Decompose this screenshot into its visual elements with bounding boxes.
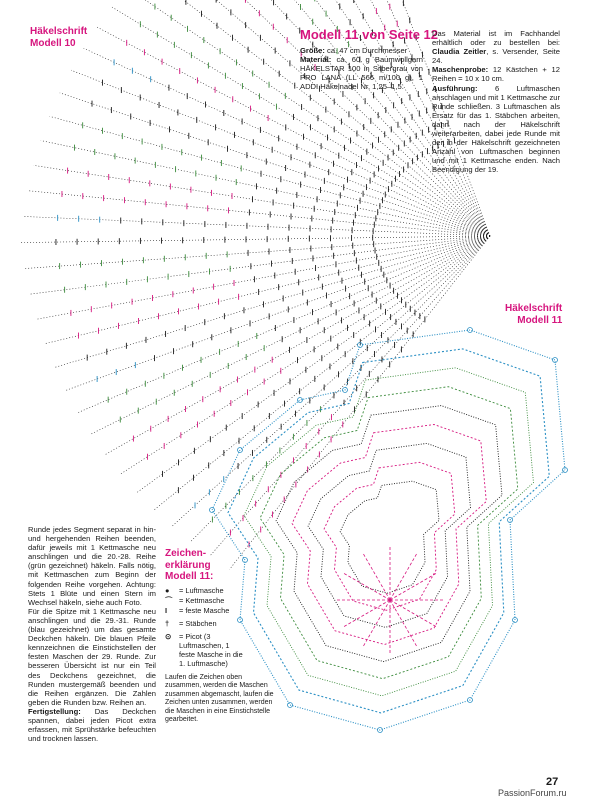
fan-chain-line [50,116,490,236]
probe-label: Maschenprobe: [432,65,489,75]
fan-chain-line [209,236,490,557]
doily-picot-mark [238,448,243,453]
doily-center-spoke [390,600,438,628]
doily-row-outline [340,481,439,593]
doily-row-outline [292,425,486,645]
doily-picot-mark [513,618,518,623]
doily-picot-mark [288,703,293,708]
fan-chain-line [171,236,490,527]
doily-row-outline [228,349,549,713]
doily-center-spoke [363,600,391,648]
chain-symbol-icon: ● [165,585,170,595]
haekelschrift-modell-11-doily [210,328,568,733]
fan-chain-line [120,236,490,475]
doily-picot-mark [210,508,215,513]
fan-chain-line [153,236,490,511]
groesse-label: Größe: [300,46,325,55]
left-paragraph-2: Für die Spitze mit 1 Kettmasche neu anschlingen und die 29.-31. Runde (blau gezeichnet) um das gesamte Deckchen häkeln. Die blauen Pfeile kennzeichnen die Einstichstellen der festen Maschen der 29. Runde. Zur besseren Übersicht ist nur ein Teil des Deckchens gezeichnet, die Runden mustergemäß beenden und die Reihen ergänzen. Die Zahlen geben die Runden bzw. Reihen an. [28,606,156,707]
instructions-right-column [432,29,560,175]
legend-title-line3: Modell 11: [165,571,214,582]
header-haekelschrift-modell-11 [505,303,562,326]
fan-chain-line [21,236,490,243]
doily-center-spoke [363,552,391,600]
fan-chain-line [65,236,490,391]
double-crochet-symbol-icon: † [165,618,170,628]
legend-item-kettmasche [165,596,245,605]
doily-center-spoke [390,573,438,601]
instructions-left-column [28,525,156,743]
fert-text: Das Deckchen spannen, dabei jeden Picot extra erfassen, mit Sprühstärke befeuchten und trocknen lassen. [28,706,156,744]
source-intro: Das Material ist im Fachhandel erhältlich oder zu bestellen bei: [432,29,560,48]
legend-item-staebchen [165,619,245,628]
material-source [432,29,560,65]
fan-chain-line [77,236,490,413]
page-title: Modell 11 von Seite 12 [300,27,438,42]
header-right-line2: Modell 11 [517,314,563,326]
header-left-line2: Modell 10 [30,37,76,49]
material-text: ca. 60 g Baumwollgarn HÄKELSTAR 100 in Silbergrau von PRO LANA (LL 566 m/100 g), 1 ADDI Häkelnadel Nr. 1,25–1,5. [300,55,423,92]
source-end: , s. Versender, Seite 24. [432,47,561,66]
doily-center-spoke [342,600,390,628]
header-left-line1: Häkelschrift [30,26,88,37]
legend-item-text: = Picot (3 Luftmaschen, 1 feste Masche in die 1. Luftmasche) [179,631,243,668]
legend-items [165,586,245,668]
watermark-text: PassionForum.ru [498,788,567,798]
spec-material [300,55,423,91]
legend-note: Laufen die Zeichen oben zusammen, werden die Maschen zusammen abgemascht, laufen die Zeichen unten zusammen, werden die Maschen in eine Einstichstelle gearbeitet. [165,673,274,724]
fan-chain-line [45,236,490,344]
source-company: Claudia Zeitler [432,47,487,57]
fertigstellung [28,707,156,743]
doily-row-outline [260,387,518,679]
fan-chain-line [25,236,490,269]
doily-row-outline [212,330,565,730]
groesse-text: ca. 47 cm Durchmesser [327,46,408,55]
specs-column [300,46,423,91]
header-haekelschrift-modell-10 [30,26,87,49]
material-label: Material: [300,55,332,65]
spec-groesse [300,46,423,55]
probe-text: 12 Kästchen + 12 Reihen = 10 x 10 cm. [432,65,560,84]
fan-chain-line [55,236,490,367]
ausfuehrung [432,84,560,175]
maschenprobe [432,65,560,83]
page-number: 27 [546,776,559,788]
legend-title [165,548,245,583]
legend-item-text: = feste Masche [179,605,230,615]
legend-item-feste-masche [165,606,245,615]
single-crochet-symbol-icon: I [165,605,168,615]
fan-chain-line [30,236,490,294]
left-paragraph-1: Runde jedes Segment separat in hin- und hergehenden Reihen beenden, dafür jeweils mit 1 Kettmasche neu anschlingen und die 20.-28. Reihe (grün gezeichnet) häkeln. Falls nötig, mit Kettmaschen zum Beginn der folgenden Reihe vorgehen. Achtung: Stets 1 Blüte und einen Stern im Wechsel häkeln, siehe auch Foto. [28,525,156,607]
ausf-text: 6 Luftmaschen anschlagen und mit 1 Kettmasche zur Runde schließen. 3 Luftmaschen als Ersatz für das 1. Stäbchen arbeiten, dann nach der Häkelschrift weiterarbeiten, dabei jede Runde mit der in der Häkelschrift gezeichneten Anzahl von Luftmaschen beginnen und mit 1 Kettmasche enden. Nach Beendigung der 19. [432,83,560,175]
fan-chain-line [23,216,490,236]
fan-chain-line [229,236,490,569]
fan-chain-line [33,165,490,236]
fan-chain-line [60,93,490,236]
legend-item-luftmasche [165,586,245,595]
legend-item-text: = Kettmasche [179,595,225,605]
header-right-line1: Häkelschrift [505,303,563,314]
picot-symbol-icon: ⊙ [165,631,172,641]
fan-chain-line [27,191,490,236]
slip-stitch-symbol-icon: ⌒ [165,595,173,605]
legend-item-text: = Stäbchen [179,618,217,628]
ausf-label: Ausführung: [432,83,478,93]
doily-row-outline [276,406,502,662]
fert-label: Fertigstellung: [28,706,81,716]
doily-center-spoke [390,552,418,600]
legend-zeichenerklaerung [165,548,274,725]
doily-picot-mark [468,328,473,333]
doily-row-outline [244,368,534,696]
legend-title-line2: erklärung [165,559,211,571]
legend-title-line1: Zeichen- [165,548,207,559]
doily-center-spoke [390,600,418,648]
legend-item-text: = Luftmasche [179,585,224,595]
fan-chain-line [190,236,490,542]
legend-item-picot [165,632,245,668]
doily-picot-mark [563,468,568,473]
